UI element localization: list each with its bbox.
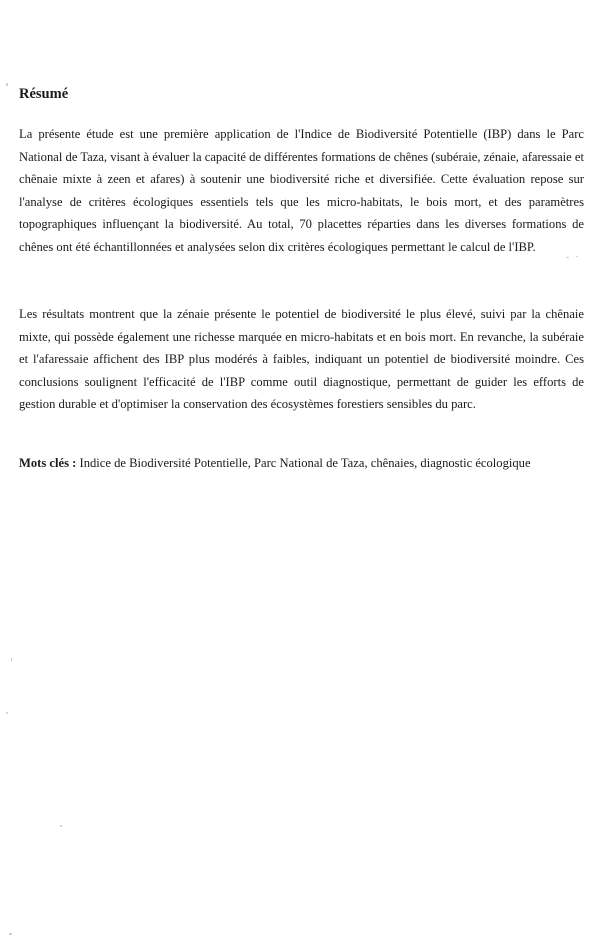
scan-speck — [60, 825, 62, 827]
scan-speck — [6, 712, 8, 714]
abstract-paragraph-2: Les résultats montrent que la zénaie présente le potentiel de biodiversité le plus élevé, suivi par la chênaie mixte, qui possède également une richesse marquée en micro-habitats et en bois mort. En revanche, la subéraie et l'afaressaie affichent des IBP plus modérés à faibles, indiquant un potentiel de biodiversité moindre. Ces conclusions soulignent l'efficacité de l'IBP comme outil diagnostique, permettant de guider les efforts de gestion durable et d'optimiser la conservation des écosystèmes forestiers sensibles du parc. — [19, 307, 584, 412]
scan-speck — [9, 933, 12, 935]
abstract-heading: Résumé — [19, 86, 69, 102]
keywords-label: Mots clés : — [19, 456, 77, 470]
keywords-text: Indice de Biodiversité Potentielle, Parc National de Taza, chênaies, diagnostic écologique — [76, 456, 531, 470]
abstract-paragraph-1: La présente étude est une première application de l'Indice de Biodiversité Potentielle (IBP) dans le Parc National de Taza, visant à évaluer la capacité de différentes formations de chênes (subéraie, zénaie, afaressaie et chênaie mixte à zeen et afares) à soutenir une biodiversité riche et diversifiée. Cette évaluation repose sur l'analyse de critères écologiques essentiels tels que les micro-habitats, le bois mort, et des paramètres topographiques influençant la biodiversité. Au total, 70 placettes réparties dans les diverses formations de chênes ont été échantillonnées et analysées selon dix critères écologiques permettant le calcul de l'IBP. — [19, 127, 584, 254]
keywords-paragraph — [19, 452, 584, 475]
scan-speck — [566, 257, 569, 258]
scan-speck — [6, 83, 8, 86]
scan-speck — [11, 658, 12, 661]
scan-speck — [576, 256, 578, 257]
